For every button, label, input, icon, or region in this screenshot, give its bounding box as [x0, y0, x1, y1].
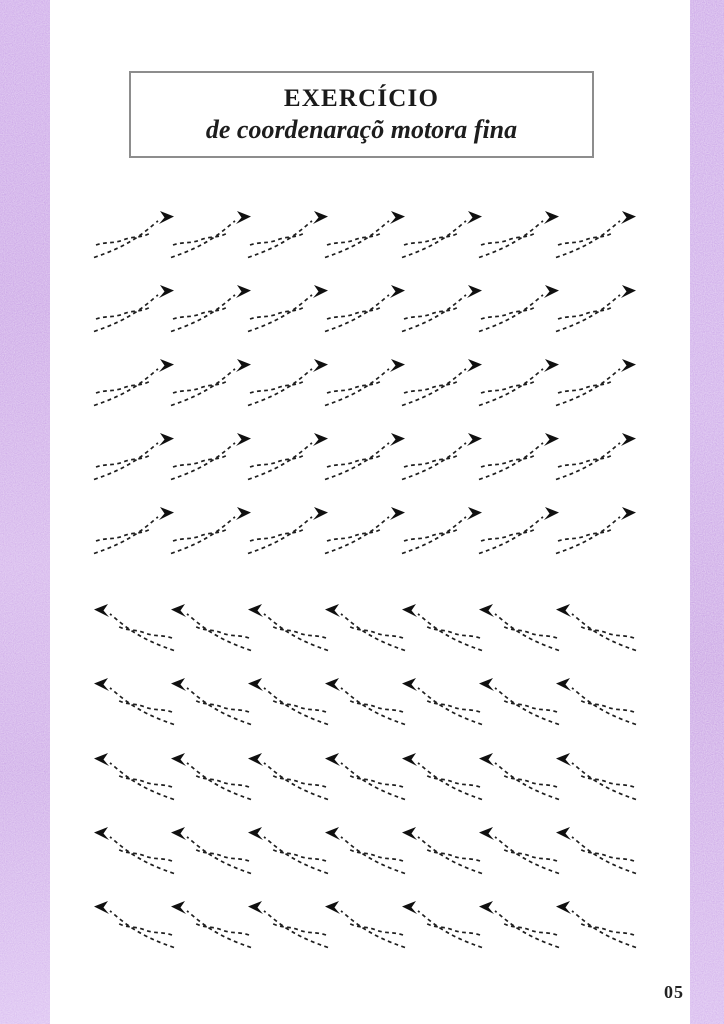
trace-arrow-up-left-icon	[402, 753, 482, 800]
trace-arrow-up-right-icon	[479, 285, 559, 332]
trace-arrow-up-left-icon	[94, 604, 174, 651]
trace-arrow-up-right-icon	[94, 507, 174, 554]
page-subtitle: de coordenaraçõ motora fina	[205, 114, 518, 144]
trace-arrow-up-left-icon	[325, 753, 405, 800]
trace-arrow-up-left-icon	[94, 753, 174, 800]
trace-arrow-up-left-icon	[556, 604, 636, 651]
trace-arrow-up-left-icon	[248, 901, 328, 948]
trace-arrow-up-left-icon	[171, 604, 251, 651]
tracing-row	[92, 826, 652, 880]
trace-arrow-up-left-icon	[479, 901, 559, 948]
trace-arrow-up-right-icon	[94, 433, 174, 480]
trace-arrow-up-right-icon	[248, 433, 328, 480]
trace-arrow-up-right-icon	[556, 359, 636, 406]
left-purple-border-decoration	[0, 0, 50, 1024]
trace-arrow-up-right-icon	[94, 285, 174, 332]
trace-arrow-up-left-icon	[556, 753, 636, 800]
trace-arrow-up-right-icon	[94, 359, 174, 406]
trace-arrow-up-right-icon	[402, 507, 482, 554]
trace-arrow-up-left-icon	[402, 901, 482, 948]
tracing-section-up-right	[92, 210, 652, 580]
trace-arrow-up-right-icon	[556, 211, 636, 258]
trace-arrow-up-right-icon	[325, 211, 405, 258]
trace-arrow-up-right-icon	[402, 285, 482, 332]
trace-arrow-up-left-icon	[94, 827, 174, 874]
page-title: EXERCÍCIO	[283, 84, 440, 112]
trace-arrow-up-left-icon	[556, 827, 636, 874]
trace-arrow-up-right-icon	[248, 285, 328, 332]
tracing-row	[92, 506, 652, 560]
right-purple-border-decoration	[690, 0, 724, 1024]
trace-arrow-up-left-icon	[325, 827, 405, 874]
trace-arrow-up-left-icon	[94, 901, 174, 948]
trace-arrow-up-left-icon	[171, 827, 251, 874]
trace-arrow-up-right-icon	[479, 433, 559, 480]
trace-arrow-up-left-icon	[248, 604, 328, 651]
trace-arrow-up-right-icon	[94, 211, 174, 258]
page-number: 05	[664, 982, 684, 1002]
trace-arrow-up-right-icon	[479, 507, 559, 554]
trace-arrow-up-right-icon	[171, 507, 251, 554]
trace-arrow-up-left-icon	[479, 827, 559, 874]
tracing-row	[92, 900, 652, 954]
trace-arrow-up-left-icon	[325, 604, 405, 651]
title-box	[129, 71, 594, 158]
trace-arrow-up-left-icon	[556, 678, 636, 725]
trace-arrow-up-left-icon	[479, 753, 559, 800]
trace-arrow-up-left-icon	[171, 678, 251, 725]
tracing-row	[92, 210, 652, 264]
tracing-row	[92, 603, 652, 657]
trace-arrow-up-left-icon	[248, 827, 328, 874]
trace-arrow-up-right-icon	[171, 359, 251, 406]
trace-arrow-up-right-icon	[325, 433, 405, 480]
trace-arrow-up-right-icon	[479, 211, 559, 258]
trace-arrow-up-right-icon	[171, 433, 251, 480]
trace-arrow-up-left-icon	[171, 901, 251, 948]
trace-arrow-up-left-icon	[248, 753, 328, 800]
trace-arrow-up-left-icon	[479, 604, 559, 651]
trace-arrow-up-left-icon	[402, 827, 482, 874]
trace-arrow-up-left-icon	[402, 678, 482, 725]
trace-arrow-up-left-icon	[325, 901, 405, 948]
trace-arrow-up-right-icon	[556, 507, 636, 554]
trace-arrow-up-left-icon	[402, 604, 482, 651]
trace-arrow-up-right-icon	[248, 211, 328, 258]
trace-arrow-up-right-icon	[556, 433, 636, 480]
trace-arrow-up-right-icon	[325, 507, 405, 554]
tracing-row	[92, 752, 652, 806]
trace-arrow-up-right-icon	[402, 211, 482, 258]
tracing-row	[92, 358, 652, 412]
trace-arrow-up-left-icon	[556, 901, 636, 948]
trace-arrow-up-left-icon	[171, 753, 251, 800]
trace-arrow-up-left-icon	[479, 678, 559, 725]
tracing-row	[92, 284, 652, 338]
trace-arrow-up-right-icon	[402, 433, 482, 480]
tracing-row	[92, 677, 652, 731]
trace-arrow-up-right-icon	[325, 359, 405, 406]
trace-arrow-up-right-icon	[479, 359, 559, 406]
trace-arrow-up-left-icon	[325, 678, 405, 725]
tracing-row	[92, 432, 652, 486]
tracing-section-up-left	[92, 603, 652, 974]
trace-arrow-up-right-icon	[248, 359, 328, 406]
trace-arrow-up-right-icon	[402, 359, 482, 406]
trace-arrow-up-right-icon	[556, 285, 636, 332]
trace-arrow-up-left-icon	[94, 678, 174, 725]
trace-arrow-up-left-icon	[248, 678, 328, 725]
trace-arrow-up-right-icon	[171, 211, 251, 258]
trace-arrow-up-right-icon	[171, 285, 251, 332]
trace-arrow-up-right-icon	[248, 507, 328, 554]
trace-arrow-up-right-icon	[325, 285, 405, 332]
